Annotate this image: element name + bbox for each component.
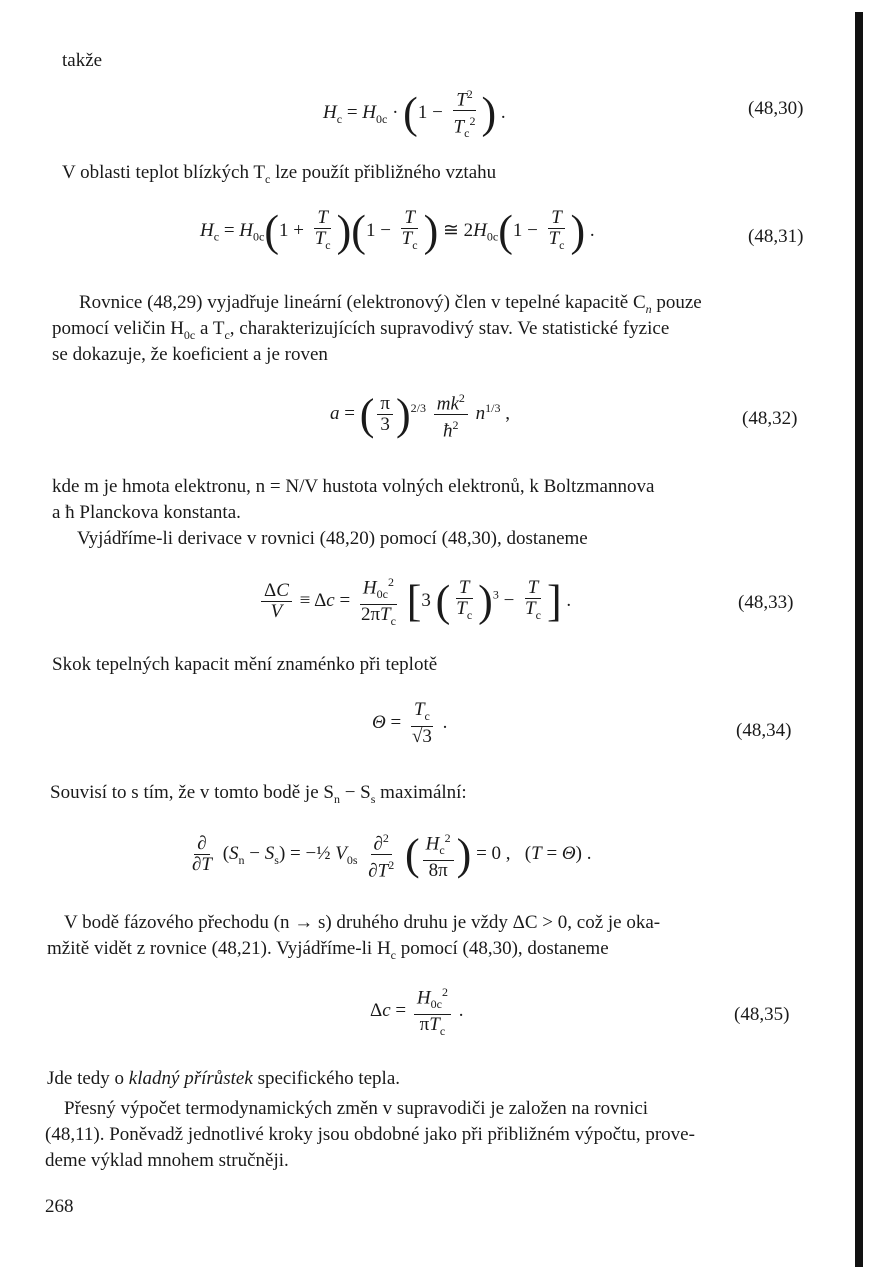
paragraph-oblasti: V oblasti teplot blízkých $T_c$ lze použít přibližného vztahu — [62, 162, 497, 186]
paragraph-rovnice-line-2: pomocí veličin $H_{0c}$ a $T_c$, charakterizujících supravodivý stav. Ve statistické fyzice — [52, 318, 670, 342]
emphasis-kladny-prirustek: kladný přírůstek — [128, 1068, 253, 1089]
paragraph-bode-line-2: mžitě vidět z rovnice (48,21). Vyjádříme-li $H_c$ pomocí (48,30), dostaneme — [47, 938, 609, 962]
equation-number-48-35: (48,35) — [734, 1004, 790, 1025]
paragraph-presny-line-1: Přesný výpočet termodynamických změn v supravodiči je založen na rovnici — [64, 1098, 649, 1119]
equation-number-48-30: (48,30) — [748, 98, 804, 119]
equation-48-34 — [0, 694, 877, 764]
equation-number-48-31: (48,31) — [748, 226, 804, 247]
equation-48-31-body: $H_c = H_{0c}(1$ + $\frac{T}{T_c}$ )(1 − $\frac{T}{T_c}$ ) ≅ $2H_{0c}(1$ − $\frac{T}{T_c}$ ) . — [200, 206, 595, 256]
equation-48-30 — [0, 78, 877, 148]
paragraph-rovnice-line-1: Rovnice (48,29) vyjadřuje lineární (elektronový) člen v tepelné kapacitě $C_n$ pouze — [79, 292, 702, 316]
equation-number-48-33: (48,33) — [738, 592, 794, 613]
equation-48-35 — [0, 976, 877, 1048]
paragraph-kde-line-1: kde m je hmota elektronu, n = N/V hustota volných elektronů, k Boltzmannova — [52, 476, 655, 497]
paragraph-kde-line-2: a ħ Planckova konstanta. — [52, 502, 241, 523]
equation-derivative — [0, 822, 877, 894]
equation-derivative-body: $\frac{\partial}{\partial T}$ $(S_n - S_s)$ = −½ $V_{0s}$ $\frac{\partial^2}{\partial T^2}$ ( $\frac{H_c^2}{8\pi}$ ) = 0 , (T = Θ) . — [192, 829, 592, 882]
paragraph-skok: Skok tepelných kapacit mění znaménko při teplotě — [52, 654, 438, 675]
paragraph-presny-line-2: (48,11). Poněvadž jednotlivé kroky jsou obdobné jako při přibližném výpočtu, prove- — [45, 1124, 695, 1145]
equation-48-33-body: $\frac{\Delta C}{V}$ ≡ Δc = $\frac{H_{0c}^2}{2\pi T_c}$ [3 ( $\frac{T}{T_c}$ )$^3$ − $\frac{T}{T_c}$ ] . — [258, 572, 571, 631]
paragraph-rovnice-line-3: se dokazuje, že koeficient a je roven — [52, 344, 328, 365]
equation-48-35-body: Δc = $\frac{H_{0c}^2}{\pi T_c}$ . — [370, 982, 463, 1041]
equation-48-32-body: a = ( $\frac{\pi}{3}$ )$^{2/3}$ $\frac{mk^2}{ħ^2}$ $n^{1/3}$ , — [330, 389, 510, 442]
equation-48-31 — [0, 202, 877, 274]
paragraph-bode-line-1: V bodě fázového přechodu (n → s) druhého druhu je vždy ΔC > 0, což je oka- — [64, 912, 661, 933]
paragraph-jde-tedy: Jde tedy o kladný přírůstek specifického tepla. — [47, 1068, 400, 1089]
word-takze: takže — [62, 50, 103, 71]
equation-48-34-body: Θ = $\frac{T_c}{√3}$ . — [372, 699, 448, 747]
equation-48-33 — [0, 566, 877, 640]
equation-number-48-32: (48,32) — [742, 408, 798, 429]
equation-48-32 — [0, 380, 877, 456]
equation-48-30-body: $H_c = H_{0c} \cdot (1$ − $\frac{T^2}{T_c^2}$ ) . — [323, 84, 506, 143]
paragraph-presny-line-3: deme výklad mnohem stručněji. — [45, 1150, 289, 1171]
page-number: 268 — [45, 1196, 74, 1217]
paragraph-vyjadrime: Vyjádříme-li derivace v rovnici (48,20) pomocí (48,30), dostaneme — [77, 528, 588, 549]
equation-number-48-34: (48,34) — [736, 720, 792, 741]
paragraph-souvisi: Souvisí to s tím, že v tomto bodě je $S_n - S_s$ maximální: — [50, 782, 467, 806]
